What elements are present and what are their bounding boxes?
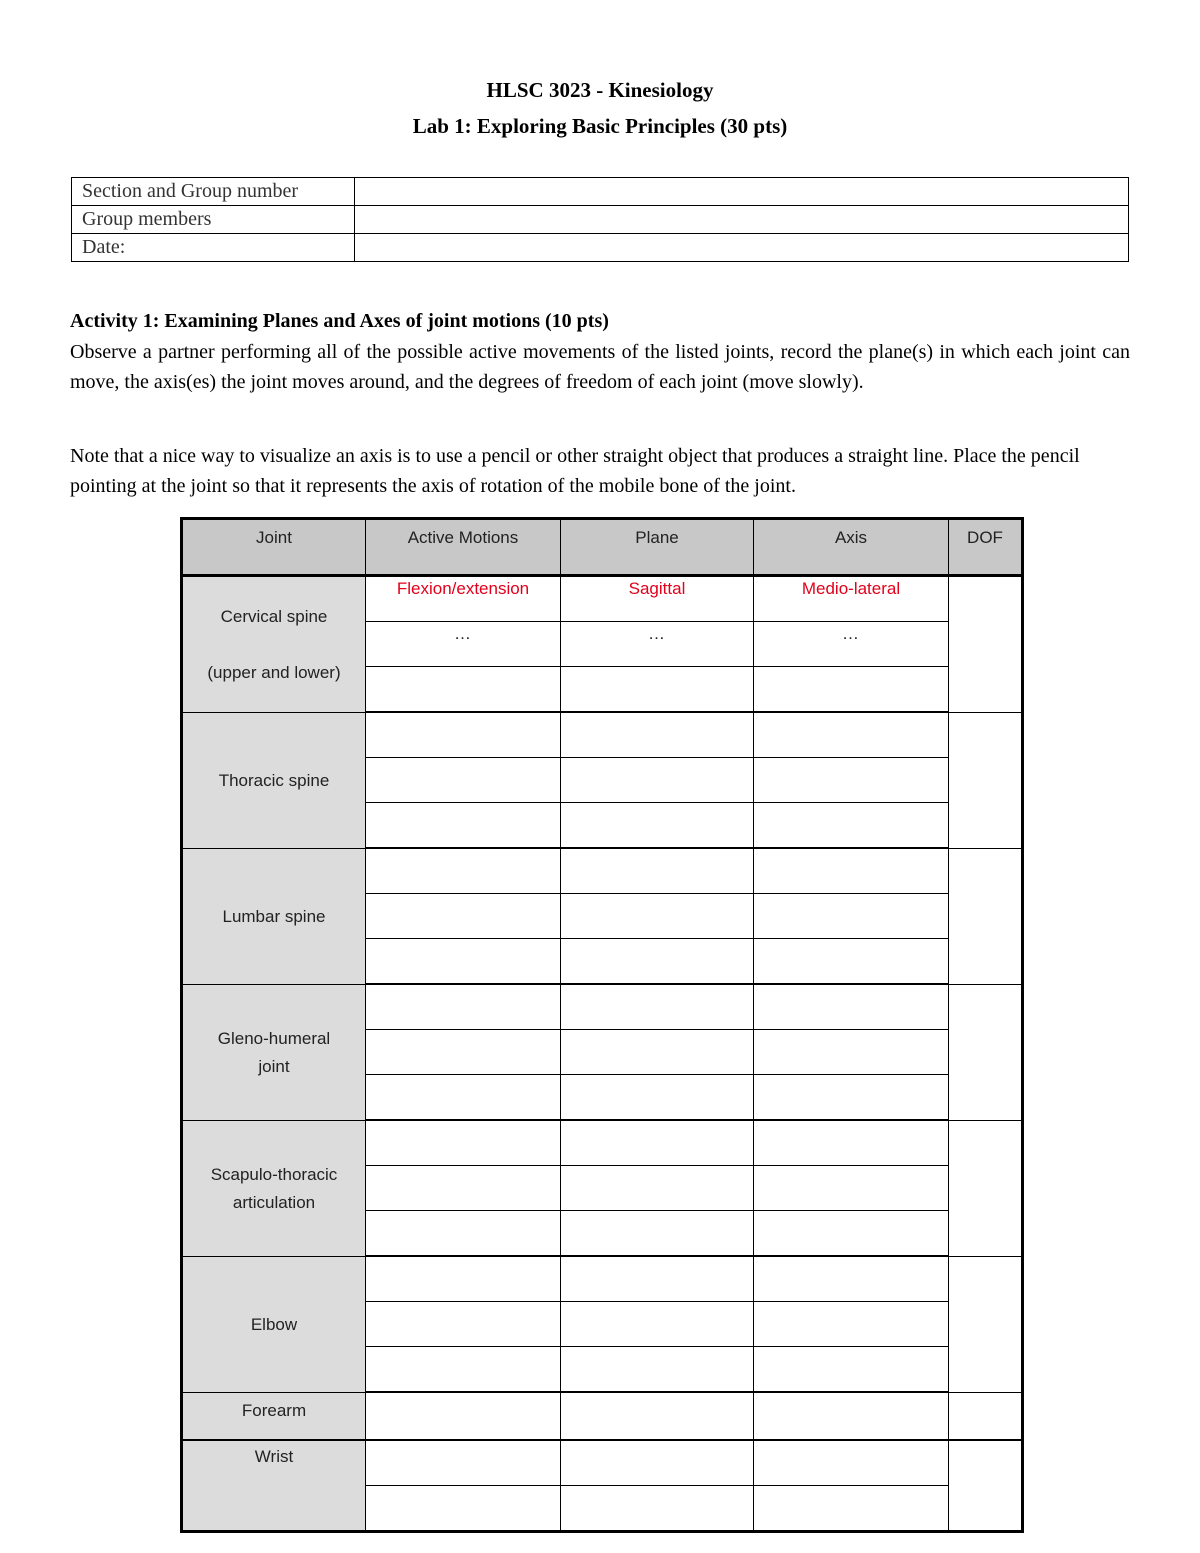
joint-wrist <box>182 1440 366 1532</box>
axis-cell[interactable] <box>754 1120 949 1166</box>
motion-cell[interactable] <box>366 1302 561 1347</box>
lab-subtitle: Lab 1: Exploring Basic Principles (30 pts) <box>412 114 788 138</box>
plane-cell[interactable] <box>561 1440 754 1486</box>
motion-cell[interactable] <box>366 1120 561 1166</box>
axis-cell[interactable] <box>754 803 949 849</box>
axis-cell[interactable] <box>754 984 949 1030</box>
motion-cell[interactable] <box>366 803 561 849</box>
motion-cell[interactable] <box>366 1347 561 1393</box>
motion-cell[interactable] <box>366 667 561 713</box>
example-axis-cell: Medio-lateral <box>754 576 949 622</box>
joint-cervical-spine <box>182 576 366 713</box>
plane-cell[interactable] <box>561 939 754 985</box>
table-row <box>182 576 1023 622</box>
axis-cell[interactable] <box>754 1075 949 1121</box>
table-row <box>182 1120 1023 1166</box>
motion-cell[interactable] <box>366 712 561 758</box>
table-row <box>182 1256 1023 1302</box>
motion-cell[interactable] <box>366 848 561 894</box>
section-group-field[interactable] <box>355 178 1129 206</box>
table-row <box>182 712 1023 758</box>
joint-elbow <box>182 1256 366 1392</box>
axis-cell[interactable] <box>754 1030 949 1075</box>
table-row <box>182 984 1023 1030</box>
header-axis: Axis <box>754 519 949 576</box>
motion-cell[interactable] <box>366 758 561 803</box>
joint-scapulo-thoracic <box>182 1120 366 1256</box>
axis-cell[interactable] <box>754 667 949 713</box>
plane-cell[interactable] <box>561 803 754 849</box>
dof-cell[interactable] <box>949 1392 1023 1440</box>
group-members-label: Group members <box>72 206 355 234</box>
axis-cell[interactable] <box>754 1302 949 1347</box>
document-title: HLSC 3023 - Kinesiology <box>486 78 714 102</box>
header-active-motions: Active Motions <box>366 519 561 576</box>
joint-motions-table <box>180 517 1024 1533</box>
dof-cell[interactable] <box>949 1440 1023 1532</box>
header-dof: DOF <box>949 519 1023 576</box>
plane-cell[interactable] <box>561 1030 754 1075</box>
motion-cell[interactable] <box>366 1440 561 1486</box>
plane-cell[interactable] <box>561 848 754 894</box>
dof-cell[interactable] <box>949 1120 1023 1256</box>
header-joint: Joint <box>182 519 366 576</box>
section-group-label: Section and Group number <box>72 178 355 206</box>
joint-lumbar-spine <box>182 848 366 984</box>
axis-cell[interactable] <box>754 848 949 894</box>
motion-cell[interactable] <box>366 1075 561 1121</box>
motion-cell[interactable] <box>366 939 561 985</box>
motion-cell[interactable] <box>366 1166 561 1211</box>
axis-cell[interactable] <box>754 758 949 803</box>
axis-cell[interactable] <box>754 1485 949 1531</box>
continuation-motion-cell: … <box>366 622 561 667</box>
dof-cell[interactable] <box>949 984 1023 1120</box>
date-field[interactable] <box>355 234 1129 262</box>
plane-cell[interactable] <box>561 1075 754 1121</box>
joint-forearm <box>182 1392 366 1440</box>
axis-cell[interactable] <box>754 894 949 939</box>
continuation-plane-cell: … <box>561 622 754 667</box>
joint-label-detail: articulation <box>232 1193 316 1212</box>
dof-cell[interactable] <box>949 1256 1023 1392</box>
joint-label: Scapulo-thoracic <box>210 1165 338 1184</box>
plane-cell[interactable] <box>561 1166 754 1211</box>
date-label: Date: <box>72 234 355 262</box>
group-info-table <box>71 177 1129 262</box>
plane-cell[interactable] <box>561 758 754 803</box>
axis-cell[interactable] <box>754 1440 949 1486</box>
plane-cell[interactable] <box>561 1302 754 1347</box>
joint-thoracic-spine <box>182 712 366 848</box>
continuation-axis-cell: … <box>754 622 949 667</box>
plane-cell[interactable] <box>561 667 754 713</box>
axis-cell[interactable] <box>754 1211 949 1257</box>
table-row <box>182 848 1023 894</box>
info-row-section <box>72 178 1129 206</box>
info-row-date <box>72 234 1129 262</box>
axis-cell[interactable] <box>754 1347 949 1393</box>
plane-cell[interactable] <box>561 1347 754 1393</box>
axis-cell[interactable] <box>754 1392 949 1440</box>
axis-cell[interactable] <box>754 1166 949 1211</box>
example-motion-cell: Flexion/extension <box>366 576 561 622</box>
joint-label: Gleno-humeral <box>217 1029 331 1048</box>
plane-cell[interactable] <box>561 1120 754 1166</box>
plane-cell[interactable] <box>561 1392 754 1440</box>
motion-cell[interactable] <box>366 894 561 939</box>
plane-cell[interactable] <box>561 894 754 939</box>
plane-cell[interactable] <box>561 712 754 758</box>
motion-cell[interactable] <box>366 1485 561 1531</box>
plane-cell[interactable] <box>561 1256 754 1302</box>
axis-cell[interactable] <box>754 1256 949 1302</box>
axis-cell[interactable] <box>754 712 949 758</box>
motion-cell[interactable] <box>366 984 561 1030</box>
plane-cell[interactable] <box>561 984 754 1030</box>
motion-cell[interactable] <box>366 1030 561 1075</box>
header-plane: Plane <box>561 519 754 576</box>
example-plane-cell: Sagittal <box>561 576 754 622</box>
plane-cell[interactable] <box>561 1485 754 1531</box>
joint-label: Wrist <box>254 1446 294 1466</box>
plane-cell[interactable] <box>561 1211 754 1257</box>
activity-instructions: Observe a partner performing all of the possible active movements of the listed joints, record the plane(s) in which each joint can move, the axis(es) the joint moves around, and the degrees of freedom of each joint (move slowly). <box>70 341 1130 393</box>
motion-cell[interactable] <box>366 1392 561 1440</box>
joint-label: Cervical spine <box>220 607 328 627</box>
dof-cell[interactable] <box>949 848 1023 984</box>
joint-label: Elbow <box>250 1315 298 1334</box>
joint-label-detail: joint <box>258 1057 290 1076</box>
motion-cell[interactable] <box>366 1211 561 1257</box>
table-header-row <box>182 519 1023 576</box>
axis-visualization-note: Note that a nice way to visualize an axis is to use a pencil or other straight object that produces a straight line. Place the pencil pointing at the joint so that it represents the axis of rotation of the mobile bone of the joint. <box>70 445 1080 497</box>
joint-label-detail: (upper and lower) <box>207 663 341 683</box>
axis-cell[interactable] <box>754 939 949 985</box>
info-row-members <box>72 206 1129 234</box>
table-row <box>182 1440 1023 1486</box>
joint-label: Lumbar spine <box>222 907 326 926</box>
activity-heading: Activity 1: Examining Planes and Axes of joint motions (10 pts) <box>70 310 609 332</box>
joint-label: Thoracic spine <box>218 771 330 790</box>
group-members-field[interactable] <box>355 206 1129 234</box>
joint-label: Forearm <box>241 1400 307 1420</box>
joint-gleno-humeral <box>182 984 366 1120</box>
dof-cell[interactable] <box>949 576 1023 713</box>
motion-cell[interactable] <box>366 1256 561 1302</box>
table-row <box>182 1392 1023 1440</box>
dof-cell[interactable] <box>949 712 1023 848</box>
